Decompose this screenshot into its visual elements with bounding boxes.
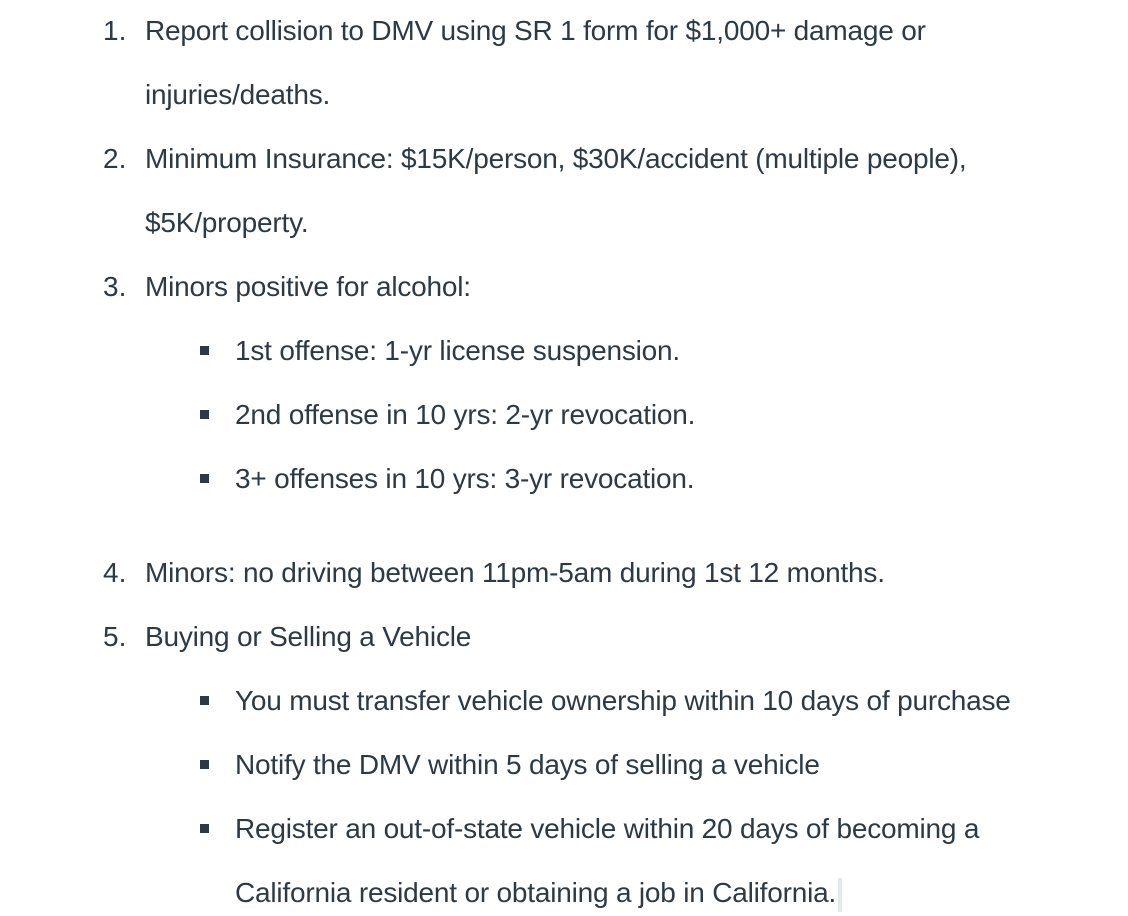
sub-list-item-text: 1st offense: 1-yr license suspension. xyxy=(235,335,681,366)
list-item-text: injuries/deaths. xyxy=(145,79,331,110)
square-bullet-icon xyxy=(200,474,209,483)
square-bullet-icon xyxy=(200,410,209,419)
list-item-text: Report collision to DMV using SR 1 form for $1,000+ damage or xyxy=(145,15,926,46)
list-item-text: Buying or Selling a Vehicle xyxy=(145,621,472,652)
text-cursor xyxy=(838,878,842,912)
sub-list-item-text: 2nd offense in 10 yrs: 2-yr revocation. xyxy=(235,399,696,430)
list-number: 2. xyxy=(103,143,127,174)
sub-list-item-text-continued xyxy=(235,873,842,913)
list-number: 4. xyxy=(103,557,127,588)
list-number: 1. xyxy=(103,15,127,46)
sub-list-item-text: California resident or obtaining a job in California. xyxy=(235,877,837,908)
square-bullet-icon xyxy=(200,346,209,355)
list-item-text: Minors positive for alcohol: xyxy=(145,271,471,302)
sub-list-item-text: Register an out-of-state vehicle within 20 days of becoming a xyxy=(235,813,980,844)
list-number: 5. xyxy=(103,621,127,652)
square-bullet-icon xyxy=(200,696,209,705)
square-bullet-icon xyxy=(200,760,209,769)
list-item-text: Minimum Insurance: $15K/person, $30K/accident (multiple people), xyxy=(145,143,967,174)
list-item-text: Minors: no driving between 11pm-5am during 1st 12 months. xyxy=(145,557,885,588)
list-number: 3. xyxy=(103,271,127,302)
list-item-text: $5K/property. xyxy=(145,207,309,238)
square-bullet-icon xyxy=(200,824,209,833)
sub-list-item-text: Notify the DMV within 5 days of selling a vehicle xyxy=(235,749,820,780)
sub-list-item-text: 3+ offenses in 10 yrs: 3-yr revocation. xyxy=(235,463,695,494)
sub-list-item-text: You must transfer vehicle ownership within 10 days of purchase xyxy=(235,685,1011,716)
